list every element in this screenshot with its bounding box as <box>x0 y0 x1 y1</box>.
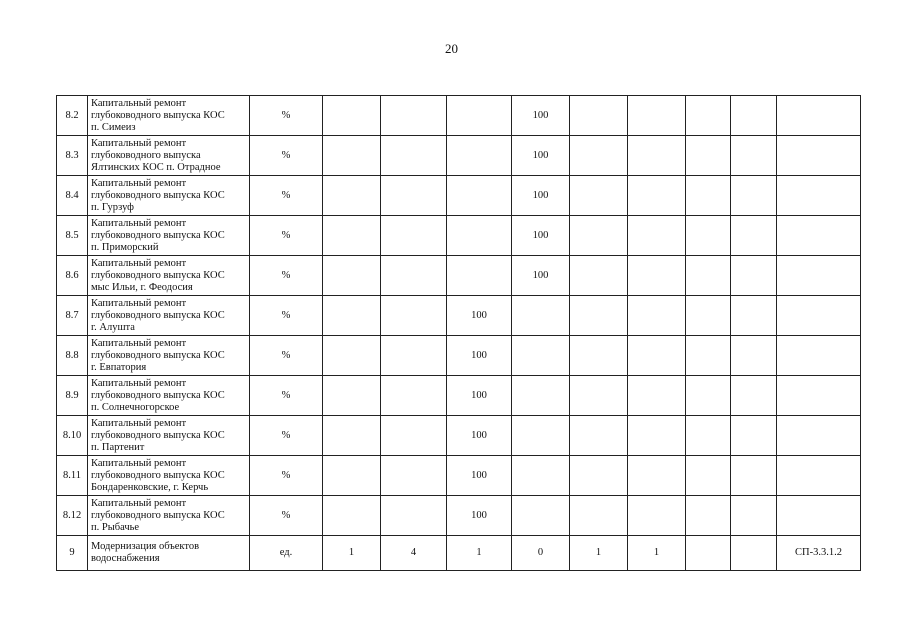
value-cell <box>686 96 731 136</box>
value-cell <box>323 256 381 296</box>
value-cell <box>381 296 447 336</box>
value-cell <box>628 296 686 336</box>
value-cell: 100 <box>512 96 570 136</box>
value-cell <box>570 296 628 336</box>
value-cell <box>731 136 777 176</box>
reference-cell: СП-3.3.1.2 <box>777 536 861 571</box>
row-number-cell: 8.9 <box>57 376 88 416</box>
value-cell <box>686 216 731 256</box>
value-cell <box>628 416 686 456</box>
value-cell <box>686 296 731 336</box>
value-cell <box>381 256 447 296</box>
value-cell: 1 <box>570 536 628 571</box>
value-cell <box>323 456 381 496</box>
value-cell <box>686 496 731 536</box>
value-cell <box>628 376 686 416</box>
row-number-cell: 8.10 <box>57 416 88 456</box>
value-cell: 100 <box>512 256 570 296</box>
value-cell <box>381 96 447 136</box>
unit-cell: % <box>250 96 323 136</box>
table-row <box>57 376 861 416</box>
indicator-name-cell: Капитальный ремонт глубоководного выпуска КОС п. Рыбачье <box>88 496 250 536</box>
value-cell: 100 <box>447 296 512 336</box>
indicator-name-cell: Капитальный ремонт глубоководного выпуска КОС п. Солнечногорское <box>88 376 250 416</box>
indicator-name-cell: Капитальный ремонт глубоководного выпуска КОС мыс Ильи, г. Феодосия <box>88 256 250 296</box>
value-cell: 100 <box>512 176 570 216</box>
reference-cell <box>777 416 861 456</box>
value-cell <box>512 416 570 456</box>
value-cell <box>381 136 447 176</box>
value-cell <box>447 136 512 176</box>
unit-cell: ед. <box>250 536 323 571</box>
indicator-name-cell: Капитальный ремонт глубоководного выпуска КОС п. Симеиз <box>88 96 250 136</box>
table-row <box>57 296 861 336</box>
row-number-cell: 8.8 <box>57 336 88 376</box>
value-cell <box>731 176 777 216</box>
table-row <box>57 456 861 496</box>
value-cell <box>731 96 777 136</box>
value-cell <box>323 416 381 456</box>
value-cell <box>731 416 777 456</box>
value-cell <box>731 336 777 376</box>
indicator-name-cell: Капитальный ремонт глубоководного выпуска Ялтинских КОС п. Отрадное <box>88 136 250 176</box>
value-cell <box>323 376 381 416</box>
table-row <box>57 136 861 176</box>
reference-cell <box>777 496 861 536</box>
value-cell <box>570 416 628 456</box>
value-cell: 4 <box>381 536 447 571</box>
value-cell <box>323 96 381 136</box>
value-cell <box>570 256 628 296</box>
value-cell <box>323 496 381 536</box>
value-cell <box>570 176 628 216</box>
value-cell <box>323 296 381 336</box>
value-cell <box>731 216 777 256</box>
unit-cell: % <box>250 416 323 456</box>
table-row <box>57 256 861 296</box>
value-cell <box>731 376 777 416</box>
indicator-name-cell: Капитальный ремонт глубоководного выпуска КОС г. Алушта <box>88 296 250 336</box>
unit-cell: % <box>250 376 323 416</box>
reference-cell <box>777 296 861 336</box>
value-cell: 1 <box>447 536 512 571</box>
value-cell <box>447 96 512 136</box>
reference-cell <box>777 336 861 376</box>
value-cell <box>381 496 447 536</box>
value-cell <box>512 456 570 496</box>
value-cell <box>381 416 447 456</box>
value-cell <box>447 256 512 296</box>
value-cell: 100 <box>447 376 512 416</box>
indicator-name-cell: Капитальный ремонт глубоководного выпуска КОС Бондаренковские, г. Керчь <box>88 456 250 496</box>
row-number-cell: 8.7 <box>57 296 88 336</box>
row-number-cell: 8.4 <box>57 176 88 216</box>
reference-cell <box>777 96 861 136</box>
value-cell <box>512 336 570 376</box>
value-cell <box>381 336 447 376</box>
table-row <box>57 216 861 256</box>
reference-cell <box>777 456 861 496</box>
unit-cell: % <box>250 456 323 496</box>
value-cell <box>512 496 570 536</box>
value-cell <box>570 456 628 496</box>
table-row <box>57 176 861 216</box>
indicator-name-cell: Капитальный ремонт глубоководного выпуска КОС п. Гурзуф <box>88 176 250 216</box>
value-cell: 100 <box>447 416 512 456</box>
value-cell <box>512 376 570 416</box>
indicator-name-cell: Капитальный ремонт глубоководного выпуска КОС г. Евпатория <box>88 336 250 376</box>
value-cell <box>628 496 686 536</box>
value-cell <box>570 336 628 376</box>
unit-cell: % <box>250 496 323 536</box>
value-cell: 1 <box>323 536 381 571</box>
table-body <box>57 96 861 571</box>
value-cell <box>381 216 447 256</box>
unit-cell: % <box>250 296 323 336</box>
indicator-name-cell: Капитальный ремонт глубоководного выпуска КОС п. Партенит <box>88 416 250 456</box>
value-cell <box>381 376 447 416</box>
value-cell: 100 <box>512 136 570 176</box>
value-cell <box>628 336 686 376</box>
value-cell <box>628 256 686 296</box>
value-cell <box>381 456 447 496</box>
row-number-cell: 8.3 <box>57 136 88 176</box>
unit-cell: % <box>250 336 323 376</box>
table-row <box>57 336 861 376</box>
row-number-cell: 8.6 <box>57 256 88 296</box>
indicator-name-cell: Капитальный ремонт глубоководного выпуска КОС п. Приморский <box>88 216 250 256</box>
value-cell <box>686 416 731 456</box>
value-cell <box>323 336 381 376</box>
row-number-cell: 9 <box>57 536 88 571</box>
value-cell <box>686 456 731 496</box>
value-cell: 100 <box>447 336 512 376</box>
value-cell <box>686 536 731 571</box>
reference-cell <box>777 216 861 256</box>
value-cell: 100 <box>512 216 570 256</box>
row-number-cell: 8.2 <box>57 96 88 136</box>
value-cell <box>570 376 628 416</box>
page-number: 20 <box>445 41 458 56</box>
value-cell <box>686 336 731 376</box>
value-cell <box>570 136 628 176</box>
value-cell <box>323 216 381 256</box>
value-cell <box>731 496 777 536</box>
value-cell <box>686 136 731 176</box>
value-cell: 0 <box>512 536 570 571</box>
value-cell <box>447 176 512 216</box>
value-cell <box>731 296 777 336</box>
value-cell <box>628 176 686 216</box>
value-cell <box>628 456 686 496</box>
value-cell <box>686 256 731 296</box>
reference-cell <box>777 136 861 176</box>
value-cell: 100 <box>447 456 512 496</box>
row-number-cell: 8.12 <box>57 496 88 536</box>
table-row <box>57 416 861 456</box>
value-cell <box>512 296 570 336</box>
value-cell <box>628 216 686 256</box>
value-cell <box>731 256 777 296</box>
indicator-name-cell: Модернизация объектов водоснабжения <box>88 536 250 571</box>
value-cell <box>731 456 777 496</box>
value-cell <box>686 176 731 216</box>
reference-cell <box>777 256 861 296</box>
value-cell <box>447 216 512 256</box>
reference-cell <box>777 376 861 416</box>
indicator-table <box>56 95 861 571</box>
value-cell: 1 <box>628 536 686 571</box>
value-cell <box>628 96 686 136</box>
value-cell <box>570 216 628 256</box>
row-number-cell: 8.11 <box>57 456 88 496</box>
table-row <box>57 496 861 536</box>
table-row <box>57 536 861 571</box>
value-cell <box>731 536 777 571</box>
unit-cell: % <box>250 256 323 296</box>
value-cell <box>686 376 731 416</box>
value-cell <box>570 496 628 536</box>
value-cell <box>570 96 628 136</box>
value-cell: 100 <box>447 496 512 536</box>
value-cell <box>323 136 381 176</box>
row-number-cell: 8.5 <box>57 216 88 256</box>
value-cell <box>381 176 447 216</box>
value-cell <box>323 176 381 216</box>
table-row <box>57 96 861 136</box>
unit-cell: % <box>250 176 323 216</box>
unit-cell: % <box>250 216 323 256</box>
unit-cell: % <box>250 136 323 176</box>
value-cell <box>628 136 686 176</box>
reference-cell <box>777 176 861 216</box>
